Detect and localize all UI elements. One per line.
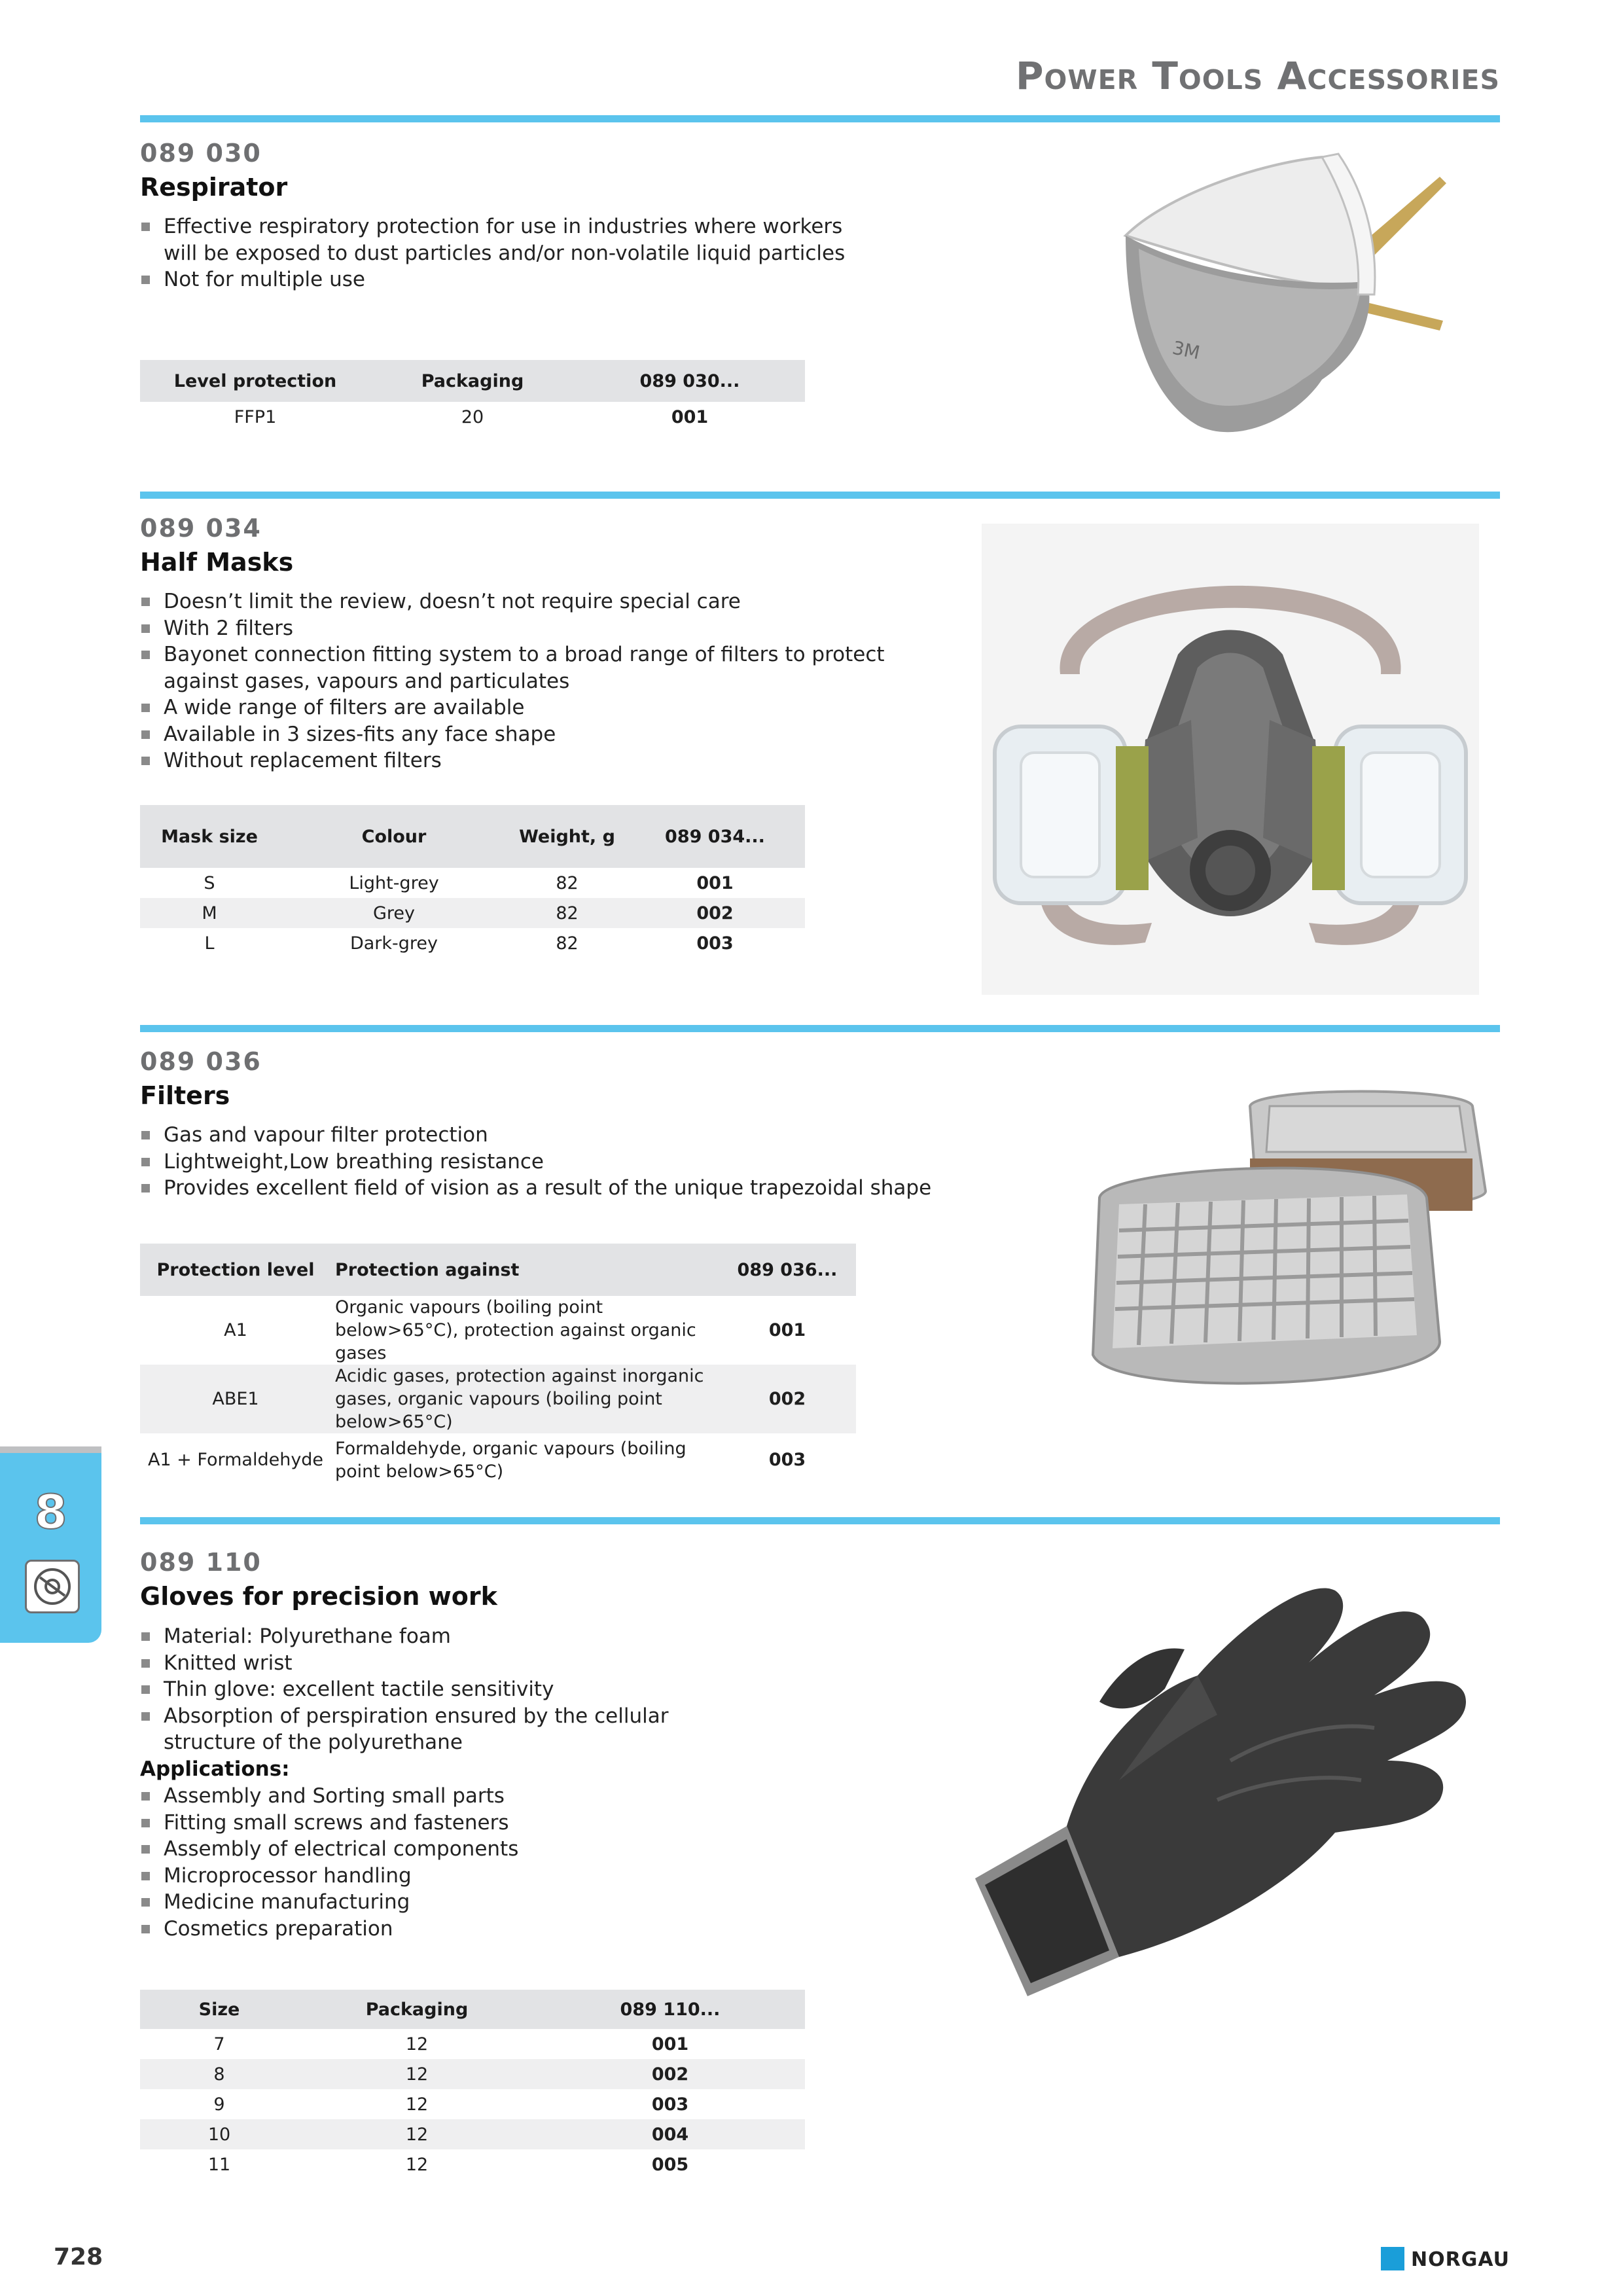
table-header-row — [140, 805, 805, 868]
table-cell: 12 — [405, 2094, 429, 2115]
filters-image — [1073, 1080, 1492, 1407]
table-header-row — [140, 360, 805, 402]
table-cell: 11 — [207, 2154, 231, 2175]
half-mask-image — [982, 524, 1479, 995]
table-row — [140, 2089, 805, 2119]
applications-label: Applications: — [140, 1757, 290, 1781]
column-header: Mask size — [140, 805, 279, 868]
product-code: 089 030 — [140, 139, 262, 168]
feature-item: A wide range of filters are available — [140, 694, 885, 721]
logo-text: NORGAU — [1411, 2248, 1510, 2271]
table-cell: 12 — [298, 2059, 535, 2089]
feature-item: Without replacement filters — [140, 747, 885, 774]
table-cell: Acidic gases, protection against inorganic gases, organic vapours (boiling point below>65°C) — [331, 1365, 719, 1433]
table-cell: ABE1 — [140, 1365, 331, 1433]
feature-item: Effective respiratory protection for use in industries where workers — [140, 213, 845, 240]
column-header: Size — [140, 1990, 298, 2029]
column-header: Packaging — [298, 1990, 535, 2029]
feature-list — [140, 1623, 668, 1756]
logo-square-icon — [1381, 2247, 1404, 2270]
column-header: Weight, g — [509, 805, 625, 868]
table-cell: 8 — [140, 2059, 298, 2089]
table-cell: Light-grey — [349, 872, 439, 893]
feature-item: Doesn’t limit the review, doesn’t not require special care — [140, 588, 885, 615]
table-cell: Dark-grey — [349, 933, 438, 954]
table-row — [140, 2119, 805, 2149]
application-item: Cosmetics preparation — [140, 1916, 518, 1943]
table-cell: 12 — [298, 2119, 535, 2149]
application-item: Assembly and Sorting small parts — [140, 1783, 518, 1810]
product-code: 089 110 — [140, 1548, 262, 1577]
respirator-image — [1086, 144, 1453, 452]
feature-item: Bayonet connection fitting system to a broad range of filters to protect — [140, 641, 885, 668]
column-header: 089 036... — [719, 1244, 856, 1296]
table-cell: 82 — [556, 872, 579, 893]
product-title: Gloves for precision work — [140, 1582, 497, 1611]
column-header: 089 034... — [625, 805, 805, 868]
spec-table — [140, 805, 805, 958]
table-cell: M — [140, 898, 279, 928]
feature-item: Thin glove: excellent tactile sensitivity — [140, 1676, 668, 1703]
feature-item-continuation: against gases, vapours and particulates — [164, 669, 570, 693]
table-cell: 7 — [213, 2034, 225, 2054]
page-number: 728 — [54, 2244, 103, 2270]
product-title: Respirator — [140, 173, 288, 202]
table-row — [140, 2029, 805, 2059]
table-row — [140, 1296, 856, 1365]
application-item: Medicine manufacturing — [140, 1889, 518, 1916]
product-code: 089 034 — [140, 514, 262, 543]
article-code-cell: 001 — [696, 872, 734, 893]
feature-item-continuation: structure of the polyurethane — [164, 1731, 463, 1754]
spec-table — [140, 1244, 856, 1486]
feature-item: Absorption of perspiration ensured by the cellular — [140, 1703, 668, 1730]
article-code-cell: 002 — [719, 1365, 856, 1433]
article-code-cell: 005 — [651, 2154, 689, 2175]
column-header: Level protection — [140, 360, 370, 402]
table-header-row — [140, 1244, 856, 1296]
table-cell: 20 — [461, 406, 484, 427]
table-cell: 12 — [405, 2034, 429, 2054]
article-code-cell: 004 — [535, 2119, 805, 2149]
table-row — [140, 868, 805, 898]
table-row — [140, 928, 805, 958]
table-cell: FFP1 — [234, 406, 277, 427]
article-code-cell: 001 — [651, 2034, 689, 2054]
table-cell: 12 — [405, 2154, 429, 2175]
feature-item: Knitted wrist — [140, 1650, 668, 1677]
article-code-cell: 002 — [625, 898, 805, 928]
product-code: 089 036 — [140, 1047, 262, 1076]
feature-item: Gas and vapour filter protection — [140, 1122, 931, 1149]
section-divider — [140, 1025, 1500, 1032]
table-header-row — [140, 1990, 805, 2029]
table-cell: A1 + Formaldehyde — [147, 1450, 324, 1470]
column-header: 089 110... — [535, 1990, 805, 2029]
table-cell: Formaldehyde, organic vapours (boiling point below>65°C) — [335, 1438, 687, 1482]
column-header: Packaging — [370, 360, 575, 402]
column-header: Protection against — [331, 1244, 719, 1296]
feature-item: Lightweight,Low breathing resistance — [140, 1149, 931, 1175]
section-divider — [140, 115, 1500, 122]
table-cell: L — [204, 933, 215, 954]
feature-item: Available in 3 sizes-fits any face shape — [140, 721, 885, 748]
application-item: Fitting small screws and fasteners — [140, 1810, 518, 1837]
feature-list — [140, 1122, 931, 1202]
grinding-disc-icon — [25, 1560, 80, 1613]
article-code-cell: 003 — [696, 933, 734, 954]
column-header: Colour — [279, 805, 509, 868]
table-cell: A1 — [224, 1320, 247, 1340]
feature-item: Material: Polyurethane foam — [140, 1623, 668, 1650]
page-header-title: Power Tools Accessories — [1016, 54, 1500, 98]
table-row — [140, 2059, 805, 2089]
table-row — [140, 1433, 856, 1486]
article-code-cell: 001 — [671, 406, 709, 427]
application-item: Microprocessor handling — [140, 1863, 518, 1890]
article-code-cell: 002 — [535, 2059, 805, 2089]
table-cell: 82 — [509, 898, 625, 928]
table-cell: 9 — [213, 2094, 225, 2115]
svg-text:3M: 3M — [1170, 336, 1202, 364]
glove-image — [969, 1564, 1479, 1996]
column-header: 089 030... — [575, 360, 805, 402]
table-row — [140, 1365, 856, 1433]
feature-list — [140, 213, 845, 293]
section-divider — [140, 492, 1500, 499]
table-row — [140, 2149, 805, 2179]
feature-list — [140, 588, 885, 774]
product-title: Filters — [140, 1081, 230, 1110]
table-cell: S — [204, 872, 215, 893]
feature-item-continuation: will be exposed to dust particles and/or non-volatile liquid particles — [164, 241, 846, 265]
table-cell: Organic vapours (boiling point below>65°C), protection against organic gases — [335, 1297, 696, 1363]
applications-list — [140, 1783, 518, 1942]
article-code-cell: 003 — [768, 1450, 806, 1470]
table-row — [140, 898, 805, 928]
table-cell: 82 — [556, 933, 579, 954]
table-cell: 10 — [140, 2119, 298, 2149]
feature-item: With 2 filters — [140, 615, 885, 642]
spec-table — [140, 1990, 805, 2179]
spec-table — [140, 360, 805, 432]
table-cell: Grey — [279, 898, 509, 928]
chapter-tab-bar — [0, 1446, 101, 1453]
table-row — [140, 402, 805, 432]
column-header: Protection level — [140, 1244, 331, 1296]
section-divider — [140, 1517, 1500, 1524]
chapter-number: 8 — [34, 1484, 67, 1539]
feature-item: Provides excellent field of vision as a result of the unique trapezoidal shape — [140, 1175, 931, 1202]
product-title: Half Masks — [140, 548, 294, 577]
article-code-cell: 001 — [768, 1320, 806, 1340]
article-code-cell: 003 — [651, 2094, 689, 2115]
feature-item: Not for multiple use — [140, 266, 845, 293]
application-item: Assembly of electrical components — [140, 1836, 518, 1863]
